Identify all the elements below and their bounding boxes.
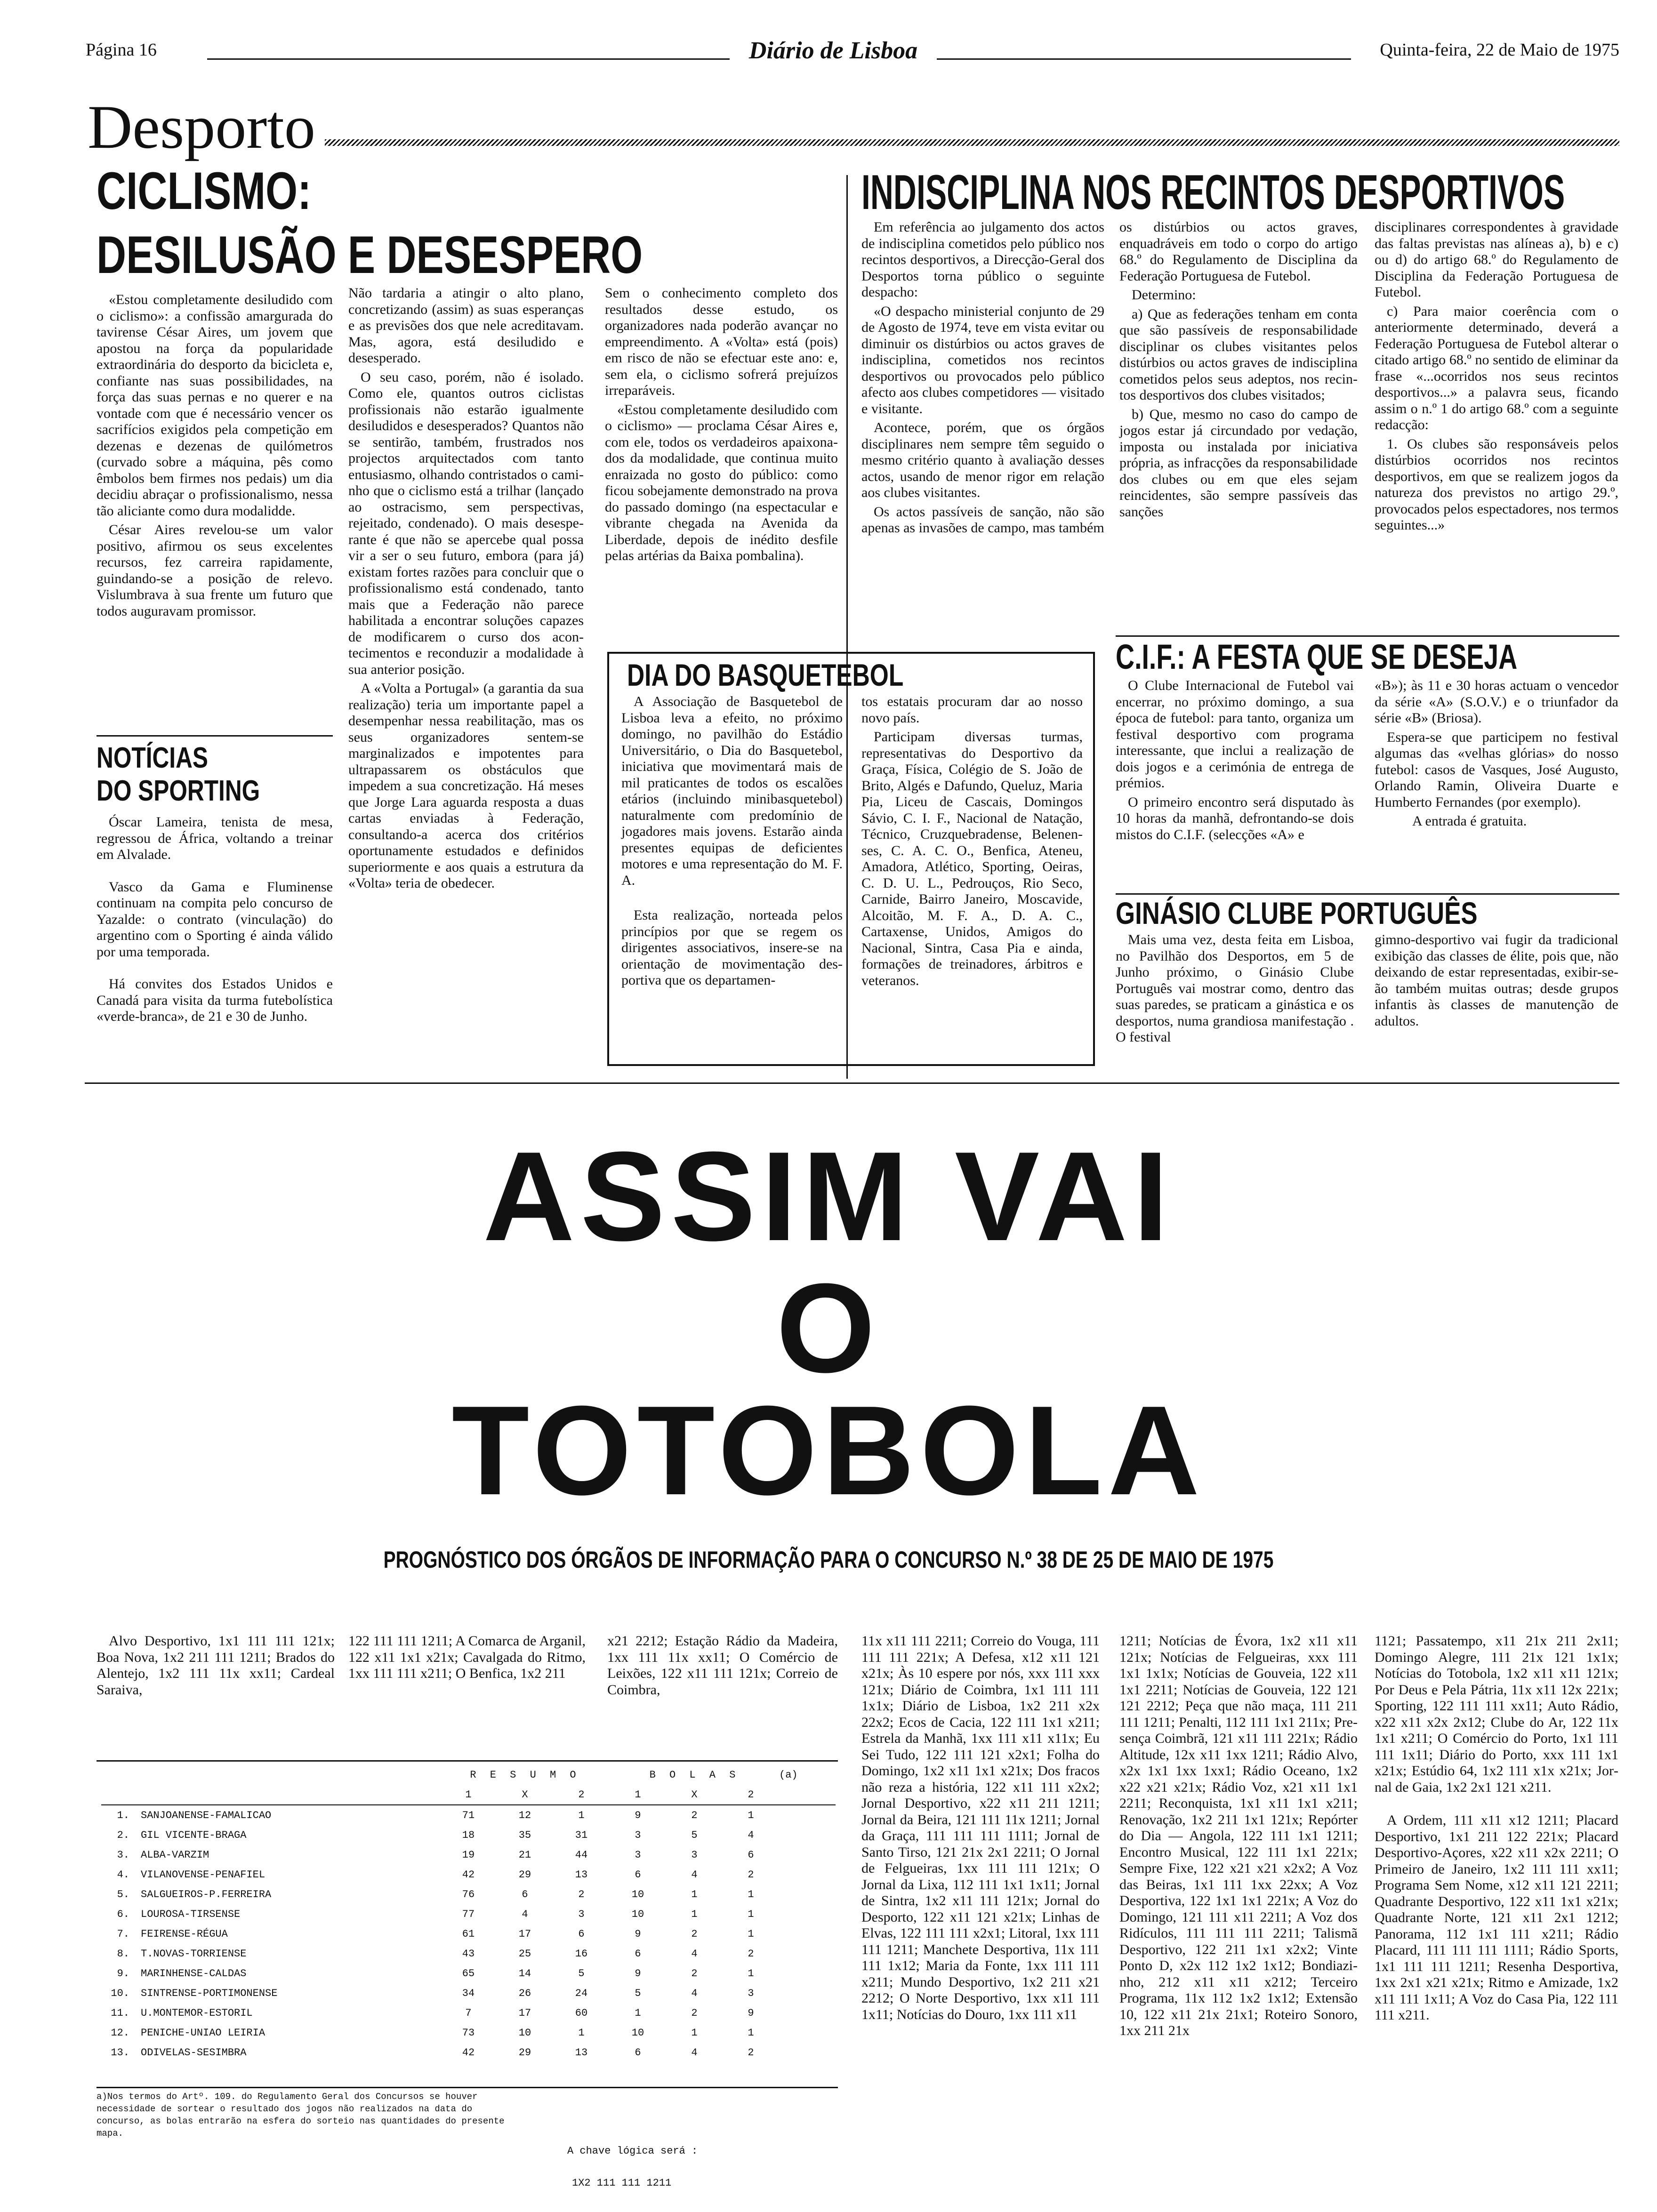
bolas-value: 2 bbox=[691, 1928, 698, 1940]
resumo-value: 10 bbox=[518, 2027, 531, 2039]
resumo-value: 4 bbox=[522, 1908, 528, 1920]
resumo-value: 2 bbox=[578, 1888, 585, 1900]
ciclismo-paragraph: Sem o conhecimento completo dos resultados desse estudo, os organizadores nada poderão avançar no empreendimento. A «Volta» está (pois) em risco de não se efectuar este ano: e, sem ela, o ciclismo sofrerá prejuízos irreparáveis. bbox=[605, 285, 838, 398]
totobola-title-line-1: ASSIM VAI bbox=[483, 1126, 1174, 1267]
row-number: 4. bbox=[117, 1868, 129, 1881]
basquetebol-column-2 bbox=[861, 694, 1083, 992]
empty-cell bbox=[779, 1884, 836, 1904]
resumo-value: 24 bbox=[575, 1987, 588, 1999]
cif-rule bbox=[1116, 635, 1619, 637]
ciclismo-column-2 bbox=[348, 285, 584, 895]
resumo-value: 42 bbox=[462, 2046, 475, 2059]
prognosticos-column-3 bbox=[607, 1633, 838, 1701]
sporting-paragraph: Vasco da Gama e Fluminense continuam na compita pelo concurso de Yazalde: o contrato (vinculação) do argentino com o Sporting é ainda válido por uma temporada. bbox=[97, 879, 333, 960]
bolas-value: 2 bbox=[748, 1948, 754, 1960]
header-rule-left bbox=[207, 58, 730, 60]
resumo-value: 19 bbox=[462, 1849, 475, 1861]
bolas-value: 9 bbox=[635, 1967, 641, 1980]
row-number: 13. bbox=[111, 2046, 129, 2059]
resumo-value: 73 bbox=[462, 2027, 475, 2039]
match-name: FEIRENSE-RÉGUA bbox=[141, 1928, 228, 1940]
sporting-headline-1: NOTÍCIAS bbox=[97, 742, 208, 774]
bolas-value: 1 bbox=[748, 1809, 754, 1821]
ciclismo-paragraph: César Aires revelou-se um valor positivo, afirmou os seus excelentes recursos, fez carreira rapidamente, guindando-se a posição de relevo. Vislumbrava à sua frente um futuro que todos auguravam promissor. bbox=[97, 522, 333, 619]
header-date: Quinta-feira, 22 de Maio de 1975 bbox=[1380, 40, 1619, 60]
resumo-note: a)Nos termos do Artº. 109. do Regulamento Geral dos Concursos se houver necessidade de sortear o resultado dos jogos não realizados na data do concurso, as bolas entrarão na esfera do sorteio nas quantidades do presente mapa. bbox=[97, 2092, 505, 2139]
indisciplina-paragraph: b) Que, mesmo no caso do campo de jogos estar já circundado por vedação, imposta ou instalada por iniciativa própria, as infracções da responsabilidade dos clubes ou em que eles sejam reincidentes, são sempre passíveis das sanções bbox=[1119, 406, 1358, 520]
ciclismo-column-1 bbox=[97, 292, 333, 622]
match-name: ODIVELAS-SESIMBRA bbox=[141, 2046, 247, 2059]
bolas-value: 1 bbox=[748, 1928, 754, 1940]
table-row bbox=[101, 1865, 836, 1884]
header-rule-right bbox=[937, 58, 1351, 60]
indisciplina-paragraph: Em referência ao julgamento dos actos de indisciplina cometidos pelo público nos recintos desportivos, a Direcção-Geral dos Desportos torna público o seguinte despacho: bbox=[861, 219, 1104, 300]
resumo-value: 25 bbox=[518, 1948, 531, 1960]
cif-paragraph: Espera-se que participem no festival algumas das «velhas glórias» do nosso futebol: casos de Vasques, José Augusto, Orlando Ramin, Oliveira Duarte e Humberto Fernandes (por exemplo). bbox=[1375, 729, 1618, 810]
resumo-value: 6 bbox=[522, 1888, 528, 1900]
sporting-paragraph: Há convites dos Estados Unidos e Canadá para visita da turma futebolística «verde-branca», de 21 e 30 de Junho. bbox=[97, 976, 333, 1024]
ciclismo-headline-2: DESILUSÃO E DESESPERO bbox=[97, 225, 643, 284]
bolas-value: 10 bbox=[631, 1908, 644, 1920]
row-number: 2. bbox=[117, 1829, 129, 1841]
bolas-value: 2 bbox=[691, 1809, 698, 1821]
prognosticos-column-2 bbox=[348, 1633, 586, 1685]
bolas-value: 6 bbox=[748, 1849, 754, 1861]
resumo-value: 16 bbox=[575, 1948, 588, 1960]
section-stripe bbox=[325, 139, 1619, 146]
resumo-value: 61 bbox=[462, 1928, 475, 1940]
resumo-value: 76 bbox=[462, 1888, 475, 1900]
totobola-title-line-3: TOTOBOLA bbox=[451, 1380, 1206, 1522]
bolas-value: 1 bbox=[691, 2027, 698, 2039]
masthead: Diário de Lisboa bbox=[748, 37, 918, 64]
ciclismo-paragraph: «Estou completamente desiludido com o ciclismo» — proclama César Aires e, com ele, todos os verdadeiros apaixonados da modalidade, que continua muito enraizada no gosto do público: como ficou sobejamente demonstrado na prova do passado domingo (na espectacular e vibrante chegada na Avenida da Liberdade, depois de inédito desfile pelas artérias da Baixa pombalina). bbox=[605, 401, 838, 563]
indisciplina-column-2 bbox=[1119, 219, 1358, 523]
ciclismo-headline-1: CICLISMO: bbox=[97, 161, 312, 220]
prognostico-text: Alvo Desportivo, 1x1 111 111 121x; Boa Nova, 1x2 211 111 1211; Brados do Alentejo, 1x2 111 11x xx11; Cardeal Saraiva, bbox=[97, 1633, 335, 1698]
bolas-value: 2 bbox=[748, 1868, 754, 1881]
resumo-value: 29 bbox=[518, 2046, 531, 2059]
bolas-value: 3 bbox=[635, 1849, 641, 1861]
prognosticos-column-6 bbox=[1375, 1633, 1618, 2027]
note-marker: (a) bbox=[779, 1769, 798, 1781]
resumo-value: 13 bbox=[575, 1868, 588, 1881]
bolas-value: 3 bbox=[635, 1829, 641, 1841]
bolas-value: 1 bbox=[748, 1967, 754, 1980]
row-number: 6. bbox=[117, 1908, 129, 1920]
match-name: LOUROSA-TIRSENSE bbox=[141, 1908, 241, 1920]
resumo-value: 3 bbox=[578, 1908, 585, 1920]
indisciplina-paragraph: Os actos passíveis de sanção, não são apenas as invasões de campo, mas também bbox=[861, 504, 1104, 536]
row-number: 5. bbox=[117, 1888, 129, 1900]
section-title: Desporto bbox=[88, 92, 315, 161]
resumo-value: 5 bbox=[578, 1967, 585, 1980]
bolas-value: 4 bbox=[691, 1948, 698, 1960]
ginasio-paragraph: gimno-desportivo vai fugir da tradicional exibição das classes de élite, pois que, não deixando de estar representadas, exibir-se-ão também muitas outras; desde grupos infantis às classes de manutenção de adultos. bbox=[1375, 932, 1618, 1029]
cif-paragraph: O Clube Internacional de Futebol vai encerrar, no próximo domingo, a sua época de futebol: para tanto, organiza um festival desportivo com programa interessante, que inclui a realização de dois jogos e a cerimónia de entrega de prémios. bbox=[1116, 678, 1354, 791]
bolas-value: 6 bbox=[635, 2046, 641, 2059]
section-bottom-rule bbox=[85, 1082, 1619, 1084]
empty-cell bbox=[779, 1865, 836, 1884]
bolas-value: 4 bbox=[691, 1868, 698, 1881]
resumo-bottom-rule bbox=[97, 2087, 838, 2088]
chave-value: 1X2 111 111 1211 bbox=[572, 2177, 672, 2189]
cif-paragraph: A entrada é gratuita. bbox=[1412, 813, 1527, 829]
indisciplina-paragraph: c) Para maior coerência com o anteriormente determinado, deverá a Federação Portuguesa de Futebol alterar o citado artigo 68.º no sentido de eliminar da frase «...ocorridos nos seus recintos desportivos...» a palavra seus, ficando assim o n.º 1 do artigo 68.º com a seguinte redacção: bbox=[1375, 303, 1618, 433]
resumo-value: 71 bbox=[462, 1809, 475, 1821]
bolas-value: 1 bbox=[748, 1888, 754, 1900]
match-name: GIL VICENTE-BRAGA bbox=[141, 1829, 247, 1841]
prognostico-text: 11x x11 111 2211; Correio do Vouga, 111 111 111 221x; A Defesa, x12 x11 121 x21x; Às 10 espere por nós, xxx 111 xxx 121x; Diário de Coimbra, 1x1 111 111 1x1x; Diário de Lisboa, 1x2 211 x2x 22x2; Ecos de Cacia, 122 111 1x1 x211; Estrela da Manhã, 1xx 111 x11 x11x; Eu Sei Tudo, 122 111 121 x2x1; Folha do Domingo, 1x2 x11 1x1 x21x; Dos fracos não reza a história, 122 x11 111 x2x2; Jornal Desportivo, x22 x11 211 1211; Jornal da Beira, 121 111 11x 1211; Jornal da Graça, 111 111 111 1111; Jornal de Santo Tirso, 121 21x 2x1 2211; O Jornal de Felgueiras, 1xx 111 111 121x; O Jornal da Lixa, 112 111 1x1 1x11; Jornal de Sintra, 1x2 x11 111 121x; Jornal do Desporto, 122 x11 121 x21x; Linhas de Elvas, 122 111 111 x2x1; Litoral, 1xx 111 111 1211; Manchete Desportiva, 11x 111 111 1x12; Maria da Fonte, 1xx 111 111 x211; Mundo Desportivo, 1x2 211 x21 2212; O Norte Desportivo, 1xx x11 111 1x11; Notícias do Douro, 1xx 111 x11 bbox=[861, 1633, 1100, 2022]
match-name: U.MONTEMOR-ESTORIL bbox=[141, 2007, 253, 2019]
empty-cell bbox=[779, 2043, 836, 2062]
resumo-top-rule bbox=[97, 1760, 838, 1762]
bolas-value: 10 bbox=[631, 2027, 644, 2039]
row-number: 3. bbox=[117, 1849, 129, 1861]
bolas-value: 4 bbox=[691, 1987, 698, 1999]
sub-header: 1 bbox=[465, 1788, 472, 1801]
sub-header: X bbox=[522, 1788, 528, 1801]
ciclismo-column-3 bbox=[605, 285, 838, 567]
cif-headline: C.I.F.: A FESTA QUE SE DESEJA bbox=[1116, 637, 1518, 676]
table-row bbox=[101, 1825, 836, 1845]
bolas-value: 10 bbox=[631, 1888, 644, 1900]
prognosticos-column-5 bbox=[1119, 1633, 1358, 2042]
empty-cell bbox=[779, 1983, 836, 2003]
basquetebol-headline: DIA DO BASQUETEBOL bbox=[627, 657, 904, 692]
resumo-value: 43 bbox=[462, 1948, 475, 1960]
table-row bbox=[101, 1904, 836, 1924]
resumo-value: 1 bbox=[578, 1809, 585, 1821]
table-row bbox=[101, 1983, 836, 2003]
ginasio-paragraph: Mais uma vez, desta feita em Lisboa, no Pavilhão dos Desportos, em 5 de Junho próximo, o Ginásio Clube Português vai mostrar como, dentro das suas paredes, se praticam a ginástica e os desportos, numa grandiosa manifestação . O festival bbox=[1116, 932, 1354, 1045]
cif-column-1 bbox=[1116, 678, 1354, 846]
basquetebol-paragraph: A Associação de Basquetebol de Lisboa leva a efeito, no próximo domingo, no pavilhão do Estádio Universitário, o Dia do Basquetebol, iniciativa que movimentará mais de mil praticantes de todos os escalões etários (incluindo minibasquetebol) naturalmente com predomínio de jogadores mais jovens. Estarão ainda presentes equipas de deficientes motores e uma representação do M. F. A. bbox=[621, 694, 843, 888]
resumo-value: 35 bbox=[518, 1829, 531, 1841]
ciclismo-paragraph: O seu caso, porém, não é isolado. Como ele, quantos outros ciclistas profissionais não estarão igualmente desiludidos e desesperados? Quantos não se sentirão, também, frustrados nos projectos arquitectados com tanto entusiasmo, olhando contristados o caminho que o ciclismo está a trilhar (lançado ao ostracismo, sem perspectivas, rejeitado, condenado). O mais desesperante é que não se apercebe qual possa vir a ser o seu futuro, embora (para já) existam fortes razões para concluir que o profissionalismo está condenado, tanto mais que a Federação não parece habilitada a encontrar soluções capazes de modificarem o curso dos acontecimentos e reconduzir a modalidade à sua anterior posição. bbox=[348, 369, 584, 677]
page-number: Página 16 bbox=[86, 40, 157, 60]
row-number: 11. bbox=[111, 2007, 129, 2019]
indisciplina-column-3 bbox=[1375, 219, 1618, 537]
bolas-value: 9 bbox=[635, 1809, 641, 1821]
empty-cell bbox=[779, 1964, 836, 1983]
match-name: PENICHE-UNIAO LEIRIA bbox=[141, 2027, 265, 2039]
sporting-column bbox=[97, 814, 333, 1028]
sporting-paragraph: Óscar Lameira, tenista de mesa, regressou de África, voltando a treinar em Alvalade. bbox=[97, 814, 333, 862]
bolas-value: 1 bbox=[691, 1908, 698, 1920]
resumo-value: 18 bbox=[462, 1829, 475, 1841]
bolas-value: 2 bbox=[691, 1967, 698, 1980]
table-row bbox=[101, 1944, 836, 1964]
sporting-headline-2: DO SPORTING bbox=[97, 775, 260, 807]
resumo-value: 42 bbox=[462, 1868, 475, 1881]
match-name: ALBA-VARZIM bbox=[141, 1849, 209, 1861]
bolas-value: 9 bbox=[748, 2007, 754, 2019]
row-number: 8. bbox=[117, 1948, 129, 1960]
sub-header: 2 bbox=[748, 1788, 754, 1801]
bolas-header: B O L A S bbox=[649, 1769, 740, 1781]
cif-paragraph: «B»); às 11 e 30 horas actuam o vencedor da série «A» (S.O.V.) e o triunfador da série «B» (Briosa). bbox=[1375, 678, 1618, 726]
ciclismo-paragraph: «Estou completamente desiludido com o ciclismo»: a confissão amargurada do tavirense César Aires, um jovem que apostou na força da popularidade extraordinária do desporto da bicicleta e, confiante nas suas possibilidades, na força das suas pernas e no querer e na vontade com que é necessário vencer os sacrifícios exigidos pela competição em dezenas e dezenas de quilómetros (curvado sobre a máquina, pês como êmbolos bem firmes nos pedais) um dia decidiu abraçar o profissionalismo, nessa tão aliciante como dura modalidde. bbox=[97, 292, 333, 519]
resumo-value: 29 bbox=[518, 1868, 531, 1881]
resumo-value: 31 bbox=[575, 1829, 588, 1841]
resumo-value: 44 bbox=[575, 1849, 588, 1861]
prognosticos-column-1 bbox=[97, 1633, 335, 1701]
indisciplina-headline: INDISCIPLINA NOS RECINTOS DESPORTIVOS bbox=[861, 165, 1565, 220]
resumo-value: 12 bbox=[518, 1809, 531, 1821]
empty-cell bbox=[779, 1845, 836, 1865]
bolas-value: 9 bbox=[635, 1928, 641, 1940]
prognostico-text: x21 2212; Estação Rádio da Madeira, 1xx 111 11x xx11; O Comércio de Leixões, 122 x11 111 121x; Correio de Coimbra, bbox=[607, 1633, 838, 1698]
match-name: T.NOVAS-TORRIENSE bbox=[141, 1948, 247, 1960]
resumo-value: 65 bbox=[462, 1967, 475, 1980]
cif-column-2 bbox=[1375, 678, 1618, 833]
bolas-value: 3 bbox=[691, 1849, 698, 1861]
bolas-value: 1 bbox=[691, 1888, 698, 1900]
table-row bbox=[101, 1964, 836, 1983]
bolas-value: 4 bbox=[748, 1829, 754, 1841]
resumo-value: 77 bbox=[462, 1908, 475, 1920]
table-row bbox=[101, 1884, 836, 1904]
bolas-value: 2 bbox=[691, 2007, 698, 2019]
totobola-title-line-2: O bbox=[776, 1258, 881, 1399]
totobola-subtitle: PROGNÓSTICO DOS ÓRGÃOS DE INFORMAÇÃO PARA O CONCURSO N.º 38 DE 25 DE MAIO DE 1975 bbox=[383, 1547, 1274, 1573]
prognostico-text: 1211; Notícias de Évora, 1x2 x11 x11 121x; Notícias de Felgueiras, xxx 111 1x1 1x1x; Notícias de Gouveia, 122 x11 1x1 2211; Notícias de Gouveia, 122 121 121 2212; Peça que não maça, 111 211 111 1211; Penalti, 112 111 1x1 211x; Presença Coimbrã, 121 x11 111 221x; Rádio Altitude, 12x x11 1xx 1211; Rádio Alvo, x2x 1x1 1xx 1xx1; Rádio Oceano, 1x2 x22 x21 x21x; Rádio Voz, x21 x11 1x1 2211; Reconquista, 1x1 x11 1x1 x211; Renovação, 1x2 211 1x1 121x; Repórter do Dia — Angola, 122 111 1x1 1211; Encontro Musical, 122 111 1x1 221x; Sempre Fixe, 122 x21 x21 x2x2; A Voz das Beiras, 1x1 111 1xx 22xx; A Voz Desportiva, 122 1x1 1x1 221x; A Voz do Domingo, 121 111 x11 2211; A Voz dos Ridículos, 111 111 111 2211; Talismã Desportivo, 122 211 1x1 x2x2; Vinte Ponto D, x2x 112 1x2 1x12; Bondiazinho, 212 x11 x11 x212; Terceiro Programa, 11x 112 1x2 1x12; Extensão 10, 122 x11 21x 21x1; Roteiro Sonoro, 1xx 211 21x bbox=[1119, 1633, 1358, 2038]
empty-cell bbox=[779, 1805, 836, 1825]
ginasio-rule bbox=[1116, 893, 1619, 895]
resumo-value: 17 bbox=[518, 2007, 531, 2019]
resumo-value: 21 bbox=[518, 1849, 531, 1861]
indisciplina-paragraph: a) Que as federações tenham em conta que são passíveis de responsabilidade disciplinar os clubes visitantes pelos distúrbios ou actos graves de indisciplina cometidos pelos seus adeptos, nos recintos desportivos dos clubes visitados; bbox=[1119, 306, 1358, 403]
resumo-value: 60 bbox=[575, 2007, 588, 2019]
resumo-header: R E S U M O bbox=[470, 1769, 580, 1781]
prognostico-text: 122 111 111 1211; A Comarca de Arganil, 122 x11 1x1 x21x; Cavalgada do Ritmo, 1xx 111 111 x211; O Benfica, 1x2 211 bbox=[348, 1633, 586, 1681]
empty-cell bbox=[779, 1825, 836, 1845]
match-name: VILANOVENSE-PENAFIEL bbox=[141, 1868, 265, 1881]
chave-label: A chave lógica será : bbox=[567, 2145, 698, 2157]
resumo-value: 14 bbox=[518, 1967, 531, 1980]
resumo-value: 1 bbox=[578, 2027, 585, 2039]
resumo-rows bbox=[101, 1805, 836, 2062]
match-name: SANJOANENSE-FAMALICAO bbox=[141, 1809, 272, 1821]
empty-cell bbox=[779, 2003, 836, 2023]
empty-cell bbox=[779, 1924, 836, 1944]
prognostico-text: 1121; Passatempo, x11 21x 211 2x11; Domingo Alegre, 111 21x 121 1x1x; Notícias do Totobola, 1x2 x11 x11 121x; Por Deus e Pela Pátria, 11x x11 12x 221x; Sporting, 122 111 111 xx11; Auto Rádio, x22 x11 x2x 2x12; Clube do Ar, 122 11x 1x1 x211; O Comércio do Porto, 1x1 111 111 1x11; Diário do Porto, xxx 111 1x1 x21x; Estúdio 64, 1x2 111 x1x x21x; Jornal de Gaia, 1x2 2x1 121 x211. bbox=[1375, 1633, 1618, 1795]
indisciplina-paragraph: Acontece, porém, que os órgãos disciplinares nem sempre têm seguido o mesmo critério quanto à avaliação desses actos, usando de menor rigor em relação aos clubes visitantes. bbox=[861, 420, 1104, 500]
bolas-value: 4 bbox=[691, 2046, 698, 2059]
prognosticos-column-4 bbox=[861, 1633, 1100, 2026]
ginasio-headline: GINÁSIO CLUBE PORTUGUÊS bbox=[1116, 896, 1478, 930]
ginasio-column-1 bbox=[1116, 932, 1354, 1049]
indisciplina-column-1 bbox=[861, 219, 1104, 539]
bolas-value: 5 bbox=[691, 1829, 698, 1841]
resumo-value: 13 bbox=[575, 2046, 588, 2059]
basquetebol-paragraph: Participam diversas turmas, representativas do Desportivo da Graça, Física, Colégio de S. João de Brito, Algés e Dafundo, Queluz, Maria Pia, Liceu de Cascais, Domingos Sávio, C. I. F., Nacional de Natação, Técnico, Cruzquebradense, Belenenses, C. A. C. O., Benfica, Ateneu, Amadora, Atlético, Sporting, Oeiras, C. D. U. L., Pedrouços, Rio Seco, Carnide, Bairro Janeiro, Moscavide, Alcoitão, M. F. A., D. A. C., Cartaxense, Unidos, Amigos do Nacional, Sintra, Casa Pia e ainda, formações de treinadores, árbitros e veteranos. bbox=[861, 729, 1083, 988]
sub-header: 2 bbox=[578, 1788, 585, 1801]
table-row bbox=[101, 2023, 836, 2043]
sporting-rule bbox=[97, 735, 333, 737]
ciclismo-paragraph: A «Volta a Portugal» (a garantia da sua realização) teria um importante papel a desempenhar nessa reabilitação, mas os seus organizadores sentem-se marginalizados e impotentes para ultrapassarem os obstáculos que impedem a sua concretização. Há meses que Jorge Lara aguarda resposta a duas cartas enviadas à Federação, consultando-a acerca dos critérios oportunamente estudados e definidos superiormente e aos quais a estrutura da «Volta» teria de obedecer. bbox=[348, 681, 584, 891]
bolas-value: 6 bbox=[635, 1948, 641, 1960]
bolas-value: 5 bbox=[635, 1987, 641, 1999]
resumo-value: 17 bbox=[518, 1928, 531, 1940]
sub-header: X bbox=[691, 1788, 698, 1801]
indisciplina-paragraph: «O despacho ministerial conjunto de 29 de Agosto de 1974, teve em vista evitar ou diminuir os distúrbios ou actos graves de indisciplina, cometidos nos recintos desportivos ou provocados pelo público afecto aos clubes competidores — visitado e visitante. bbox=[861, 303, 1104, 417]
match-name: MARINHENSE-CALDAS bbox=[141, 1967, 247, 1980]
indisciplina-paragraph: os distúrbios ou actos graves, enquadráveis em todo o corpo do artigo 68.º do Regulamento de Disciplina da Federação Portuguesa de Futebol. bbox=[1119, 219, 1358, 284]
basquetebol-paragraph: tos estatais procuram dar ao nosso novo país. bbox=[861, 694, 1083, 726]
empty-cell bbox=[779, 1944, 836, 1964]
empty-cell bbox=[779, 2023, 836, 2043]
resumo-value: 6 bbox=[578, 1928, 585, 1940]
empty-cell bbox=[779, 1904, 836, 1924]
cif-paragraph: O primeiro encontro será disputado às 10 horas da manhã, defrontando-se dois mistos do C.I.F. (selecções «A» e bbox=[1116, 794, 1354, 842]
bolas-value: 6 bbox=[635, 1868, 641, 1881]
sub-header: 1 bbox=[635, 1788, 641, 1801]
table-row bbox=[101, 2003, 836, 2023]
bolas-value: 3 bbox=[748, 1987, 754, 1999]
basquetebol-column-1 bbox=[621, 694, 843, 992]
ginasio-column-2 bbox=[1375, 932, 1618, 1032]
basquetebol-paragraph: Esta realização, norteada pelos princípios por que se regem os dirigentes associativos, insere-se na orientação de movimentação desportiva que os departamen- bbox=[621, 907, 843, 988]
row-number: 9. bbox=[117, 1967, 129, 1980]
row-number: 10. bbox=[111, 1987, 129, 1999]
indisciplina-paragraph: disciplinares correspondentes à gravidade das faltas previstas nas alíneas a), b) e c) ou d) do artigo 68.º do Regulamento de Disciplina da Federação Portuguesa de Futebol. bbox=[1375, 219, 1618, 300]
table-row bbox=[101, 1805, 836, 1825]
bolas-value: 1 bbox=[635, 2007, 641, 2019]
table-row bbox=[101, 1845, 836, 1865]
bolas-value: 2 bbox=[748, 2046, 754, 2059]
bolas-value: 1 bbox=[748, 1908, 754, 1920]
match-name: SINTRENSE-PORTIMONENSE bbox=[141, 1987, 278, 1999]
indisciplina-paragraph: 1. Os clubes são responsáveis pelos distúrbios ocorridos nos recintos desportivos, em que se realizem jogos da natureza dos previstos no artigo 29.º, provocados pelos espectadores, nos termos seguintes...» bbox=[1375, 436, 1618, 533]
ciclismo-paragraph: Não tardaria a atingir o alto plano, concretizando (assim) as suas esperanças e as previsões dos que nele acreditavam. Mas, agora, está desiludido e desesperado. bbox=[348, 285, 584, 366]
table-row bbox=[101, 1924, 836, 1944]
bolas-value: 1 bbox=[748, 2027, 754, 2039]
resumo-value: 26 bbox=[518, 1987, 531, 1999]
prognostico-text: A Ordem, 111 x11 x12 1211; Placard Desportivo, 1x1 211 122 221x; Placard Desportivo-Açores, x22 x11 x2x 2211; O Primeiro de Janeiro, 1x2 111 111 xx11; Programa Sem Nome, x12 x11 121 2211; Quadrante Desportivo, 122 x11 1x1 x21x; Quadrante Norte, 121 x11 2x1 1212; Panorama, 112 1x1 111 x211; Rádio Placard, 111 111 111 1111; Rádio Sports, 1x1 111 111 1211; Resenha Desportiva, 1xx 2x1 x21 x21x; Ritmo e Amizade, 1x2 x11 111 1x11; A Voz do Casa Pia, 122 111 111 x211. bbox=[1375, 1812, 1618, 2023]
resumo-table-wrap bbox=[101, 1765, 836, 2062]
row-number: 12. bbox=[111, 2027, 129, 2039]
table-row bbox=[101, 2043, 836, 2062]
row-number: 1. bbox=[117, 1809, 129, 1821]
resumo-value: 7 bbox=[465, 2007, 472, 2019]
resumo-table bbox=[101, 1765, 836, 2062]
row-number: 7. bbox=[117, 1928, 129, 1940]
match-name: SALGUEIROS-P.FERREIRA bbox=[141, 1888, 272, 1900]
resumo-value: 34 bbox=[462, 1987, 475, 1999]
indisciplina-paragraph: Determino: bbox=[1132, 287, 1196, 303]
